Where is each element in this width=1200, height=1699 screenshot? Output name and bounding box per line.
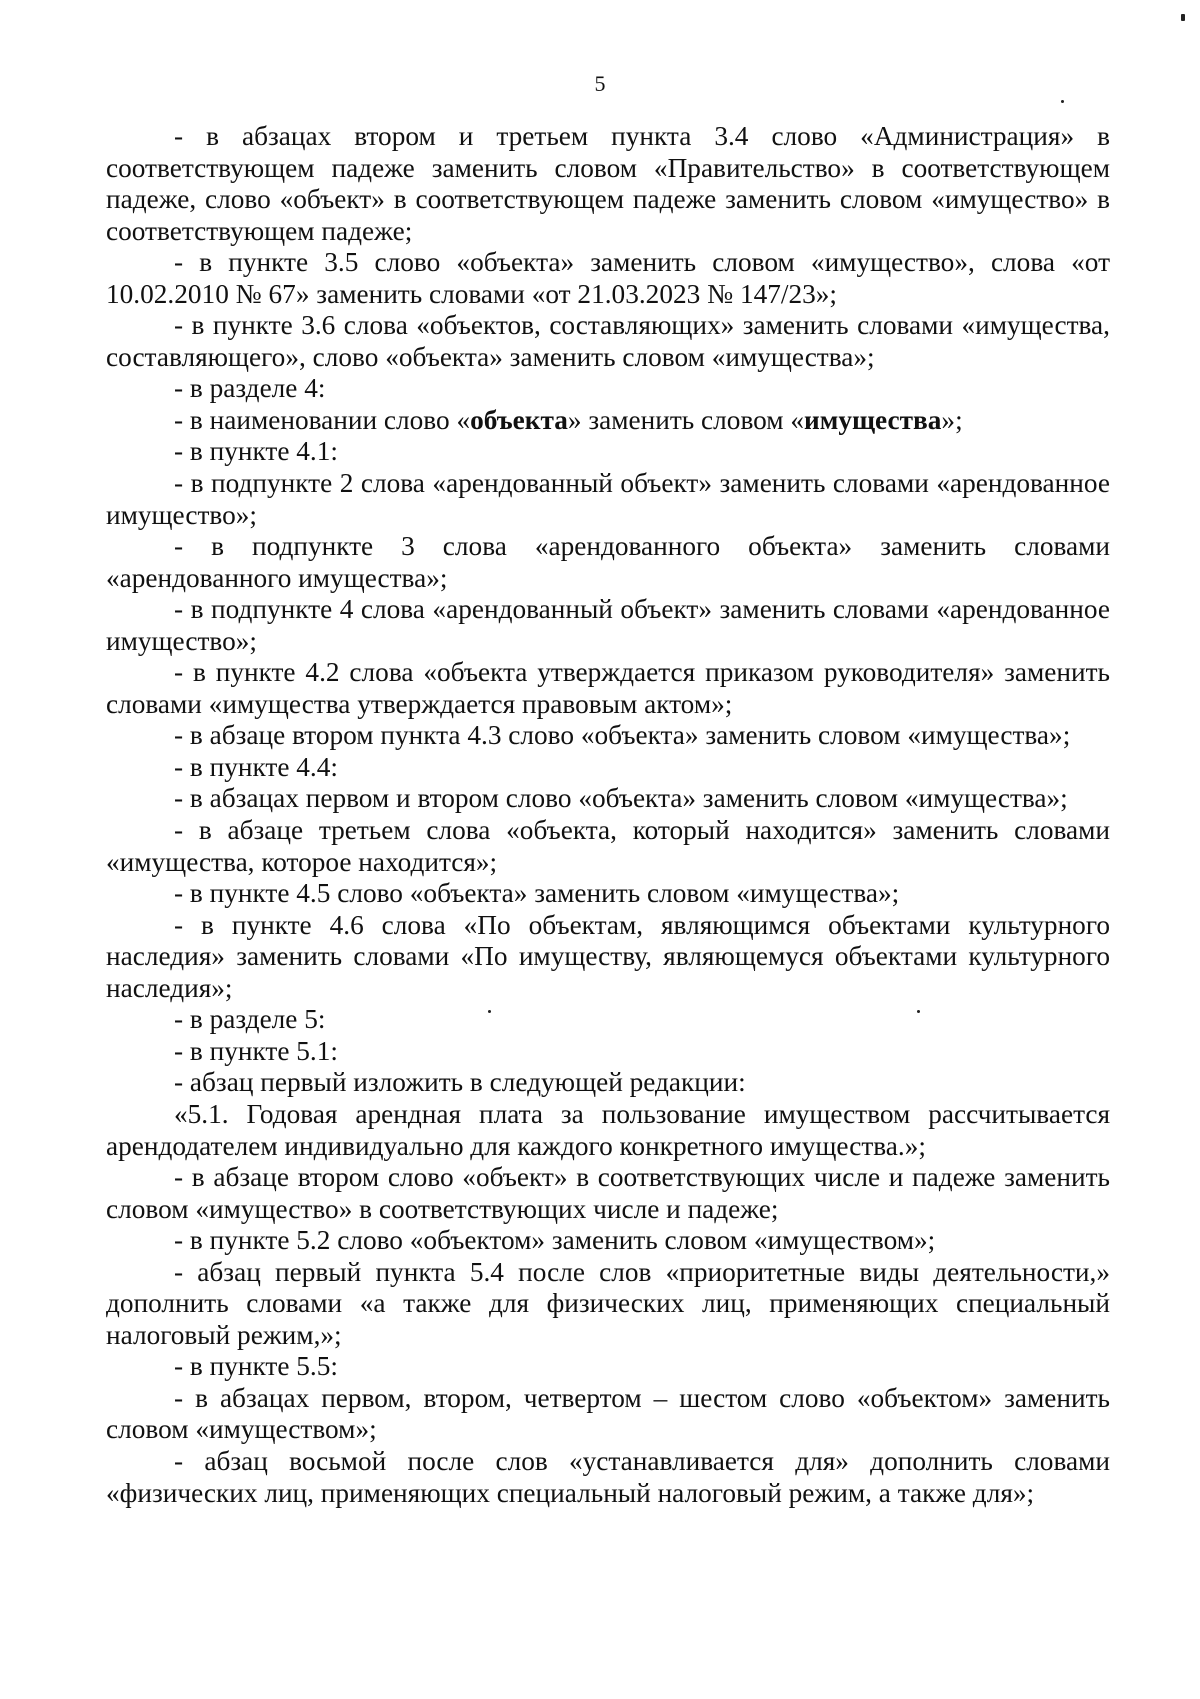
bold-old-word: объекта <box>470 404 568 435</box>
paragraph-section-4: - в разделе 4: <box>174 373 326 404</box>
paragraph-3-4: - в абзацах втором и третьем пункта 3.4 слово «Администрация» в соответствующем падеже заменить словом «Правительство» в соответствующем падеже, слово «объект» в соответствующем падеже заменить словом «имущество» в соответствующем падеже; <box>106 121 1110 246</box>
paragraph-5-1-abz-1: - абзац первый изложить в следующей редакции: <box>174 1067 746 1098</box>
paragraph-4-4-abz-1-2: - в абзацах первом и втором слово «объекта» заменить словом «имущества»; <box>174 783 1068 814</box>
paragraph-4-4-abz-3: - в абзаце третьем слова «объекта, который находится» заменить словами «имущества, которое находится»; <box>106 815 1110 877</box>
paragraph-4-3: - в абзаце втором пункта 4.3 слово «объекта» заменить словом «имущества»; <box>174 720 1071 751</box>
paragraph-5-4: - абзац первый пункта 5.4 после слов «приоритетные виды деятельности,» дополнить словами «а также для физических лиц, применяющих специальный налоговый режим,»; <box>106 1256 1110 1350</box>
title-line-suffix: »; <box>941 404 963 435</box>
paragraph-4-1-sub-4: - в подпункте 4 слова «арендованный объект» заменить словами «арендованное имущество»; <box>106 594 1110 656</box>
paragraph-4-1-sub-3: - в подпункте 3 слова «арендованного объекта» заменить словами «арендованного имущества»; <box>106 531 1110 593</box>
paragraph-5-2: - в пункте 5.2 слово «объектом» заменить словом «имуществом»; <box>174 1225 936 1256</box>
paragraph-4-1: - в пункте 4.1: <box>174 436 338 467</box>
paragraph-4-5: - в пункте 4.5 слово «объекта» заменить словом «имущества»; <box>174 878 900 909</box>
paragraph-5-5-abz-8: - абзац восьмой после слов «устанавливается для» дополнить словами «физических лиц, применяющих специальный налоговый режим, а также для»; <box>106 1445 1110 1508</box>
document-body <box>106 121 1110 1509</box>
paragraph-5-1: - в пункте 5.1: <box>174 1035 338 1066</box>
paragraph-4-6: - в пункте 4.6 слова «По объектам, являющимся объектами культурного наследия» заменить словами «По имуществу, являющемуся объектами культурного наследия»; <box>106 909 1110 1003</box>
bold-new-word: имущества <box>804 404 942 435</box>
paragraph-3-5: - в пункте 3.5 слово «объекта» заменить словом «имущество», слова «от 10.02.2010 № 67» заменить словами «от 21.03.2023 № 147/23»; <box>106 247 1110 309</box>
page-number: 5 <box>594 71 606 96</box>
scan-speck-top-right <box>1181 14 1185 21</box>
paragraph-5-5: - в пункте 5.5: <box>174 1351 338 1382</box>
scan-speck-right <box>1061 100 1064 103</box>
paragraph-4-1-sub-2: - в подпункте 2 слова «арендованный объект» заменить словами «арендованное имущество»; <box>106 468 1110 530</box>
paragraph-5-1-abz-2: - в абзаце втором слово «объект» в соответствующих числе и падеже заменить словом «имущество» в соответствующих числе и падеже; <box>106 1162 1110 1224</box>
paragraph-4-2: - в пункте 4.2 слова «объекта утверждается приказом руководителя» заменить словами «имущества утверждается правовым актом»; <box>106 657 1110 719</box>
paragraph-5-1-new-text: «5.1. Годовая арендная плата за пользование имуществом рассчитывается арендодателем индивидуально для каждого конкретного имущества.»; <box>106 1098 1110 1161</box>
paragraph-section-5: - в разделе 5: <box>174 1004 326 1035</box>
paragraph-4-4: - в пункте 4.4: <box>174 751 338 782</box>
paragraph-3-6: - в пункте 3.6 слова «объектов, составляющих» заменить словами «имущества, составляющего», слово «объекта» заменить словом «имущества»; <box>106 310 1110 372</box>
title-line-middle: » заменить словом « <box>567 404 805 435</box>
paragraph-5-5-abz-1-6: - в абзацах первом, втором, четвертом – шестом слово «объектом» заменить словом «имуществом»; <box>106 1382 1110 1445</box>
title-line-prefix: - в наименовании слово « <box>174 404 471 435</box>
paragraph-section-4-title <box>106 405 1110 437</box>
